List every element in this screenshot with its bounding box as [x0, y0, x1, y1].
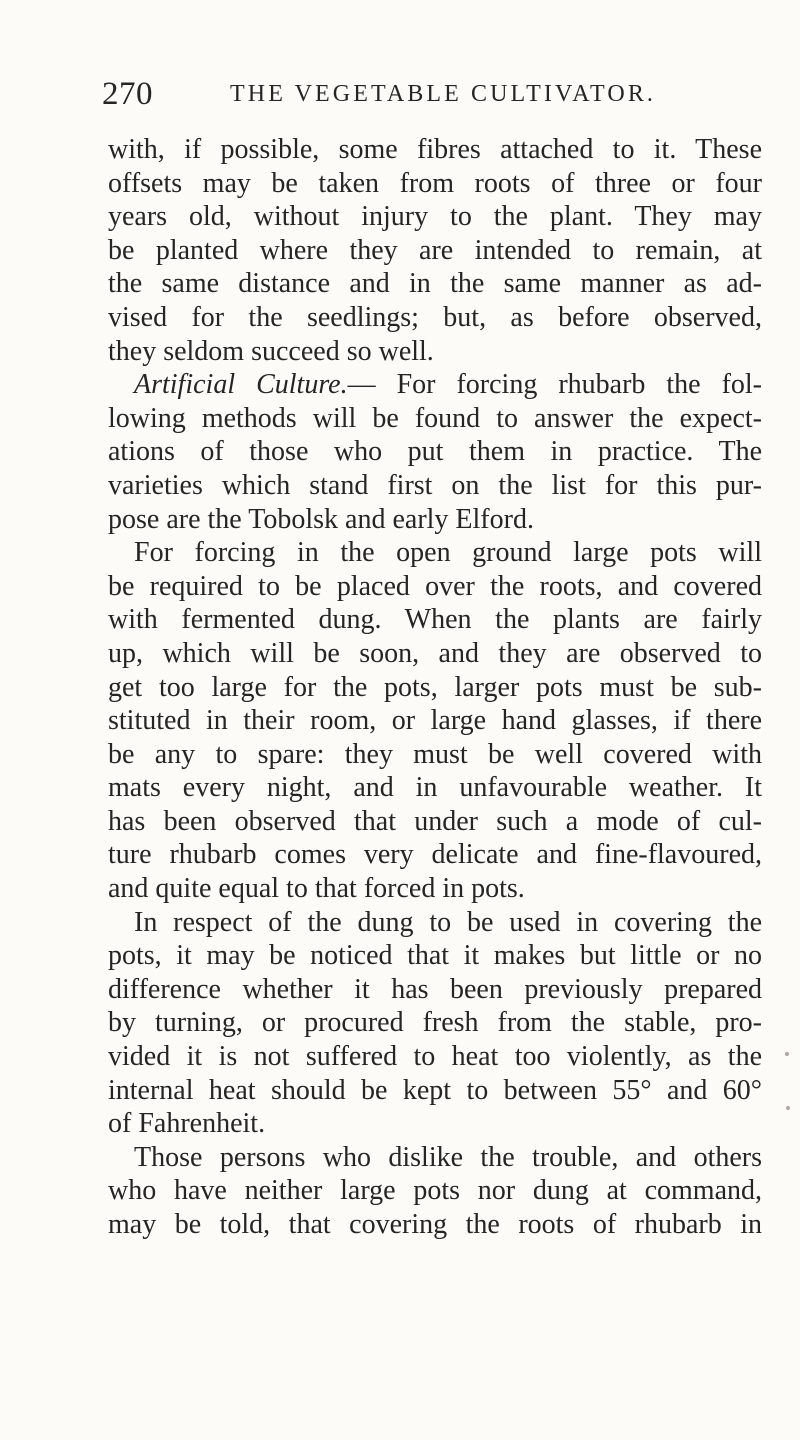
text-line: be required to be placed over the roots, and covered [108, 570, 762, 602]
text-line: by turning, or procured fresh from the stable, pro- [108, 1007, 762, 1039]
section-heading: Artificial Culture. [134, 369, 348, 401]
text-line: vided it is not suffered to heat too violently, as the [108, 1041, 762, 1073]
text-line: the same distance and in the same manner as ad- [108, 268, 762, 300]
text-line: varieties which stand first on the list for this pur- [108, 469, 762, 501]
paragraph-offsets [108, 133, 762, 368]
text-line: pose are the Tobolsk and early Elford. [108, 503, 534, 535]
text-line: stituted in their room, or large hand glasses, if there [108, 705, 762, 737]
body-text [108, 133, 762, 1242]
text-line: up, which will be soon, and they are observed to [108, 637, 762, 669]
text-line: and quite equal to that forced in pots. [108, 873, 525, 905]
text-line: be planted where they are intended to remain, at [108, 234, 762, 266]
paragraph-other-methods [108, 1141, 762, 1242]
text-line: has been observed that under such a mode of cul- [108, 805, 762, 837]
paragraph-dung [108, 906, 762, 1141]
text-line: Those persons who dislike the trouble, and others [134, 1141, 762, 1173]
text-line: with, if possible, some fibres attached to it. These [108, 134, 762, 165]
text-line: For forcing in the open ground large pots will [134, 537, 762, 569]
running-header [0, 74, 800, 114]
text-line: of Fahrenheit. [108, 1108, 266, 1140]
text-line: may be told, that covering the roots of rhubarb in [108, 1209, 762, 1240]
text-line: offsets may be taken from roots of three or four [108, 167, 762, 199]
margin-speck [786, 1106, 790, 1110]
text-line: be any to spare: they must be well covered with [108, 738, 762, 770]
text-line: pots, it may be noticed that it makes but little or no [108, 940, 762, 972]
text-line: who have neither large pots nor dung at command, [108, 1175, 762, 1207]
text-line: with fermented dung. When the plants are fairly [108, 604, 762, 636]
text-line: mats every night, and in unfavourable weather. It [108, 772, 762, 804]
text-line: they seldom succeed so well. [108, 335, 434, 367]
text-line-remainder: — For forcing rhubarb the fol- [347, 369, 762, 401]
running-title: THE VEGETABLE CULTIVATOR. [230, 81, 657, 107]
text-line: internal heat should be kept to between 55° and 60° [108, 1074, 762, 1106]
text-line: difference whether it has been previously prepared [108, 973, 762, 1005]
text-line: ations of those who put them in practice. The [108, 436, 762, 468]
text-line: In respect of the dung to be used in covering the [134, 906, 762, 938]
text-line-with-heading [108, 368, 762, 402]
paragraph-open-ground-forcing [108, 536, 762, 906]
text-line: vised for the seedlings; but, as before observed, [108, 301, 762, 333]
text-line: get too large for the pots, larger pots must be sub- [108, 671, 762, 703]
text-line: lowing methods will be found to answer the expect- [108, 402, 762, 434]
text-line: years old, without injury to the plant. They may [108, 201, 762, 233]
margin-speck [785, 1052, 789, 1056]
text-line: ture rhubarb comes very delicate and fine-flavoured, [108, 839, 762, 871]
paragraph-artificial-culture [108, 368, 762, 536]
page-number: 270 [102, 76, 153, 112]
